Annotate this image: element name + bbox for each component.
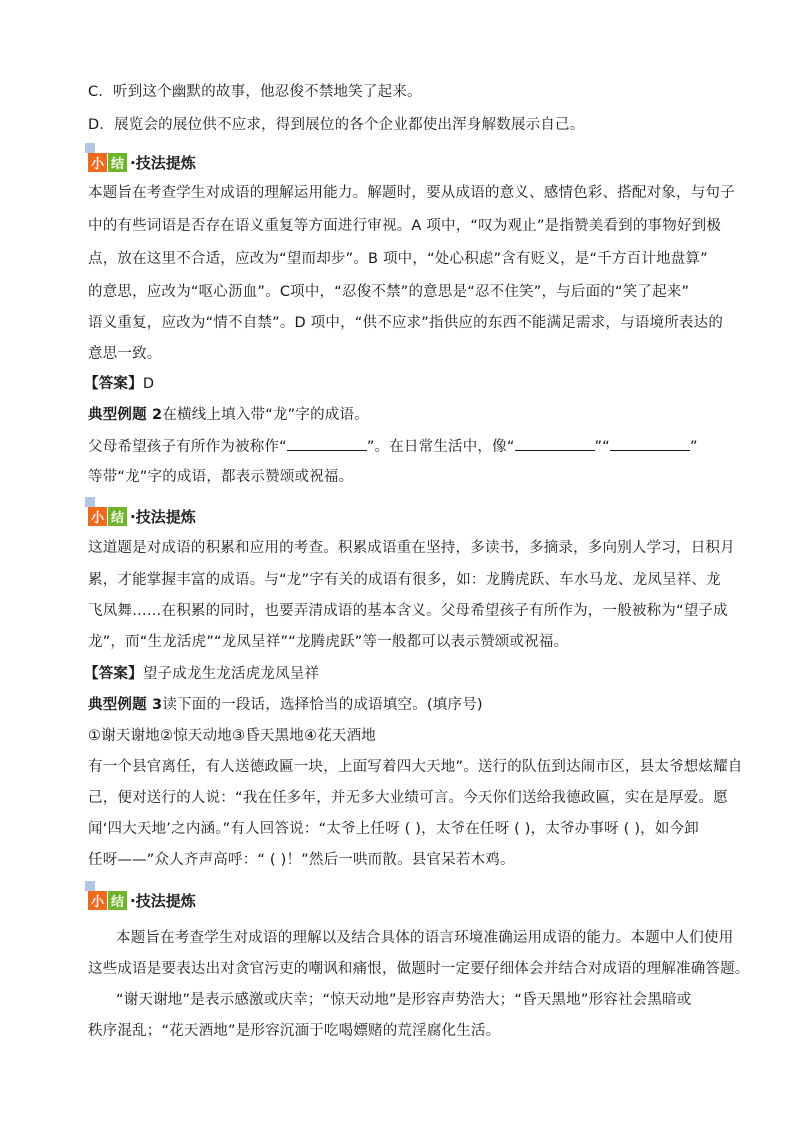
- jie-tile: 结: [108, 507, 127, 526]
- example2-label: 典型例题 2: [88, 407, 163, 423]
- answer-label: 【答案】: [84, 666, 143, 682]
- example2-text: ”: [689, 439, 698, 455]
- example3-line: 任呀——”众人齐声高呼：“ ( )！”然后一哄而散。县官呆若木鸡。: [88, 852, 515, 868]
- example3-line: 己，便对送行的人说：“我在任多年，并无多大业绩可言。今天你们送给我德政匾，实在是厚爱。愿: [88, 790, 728, 806]
- corner-decoration: [85, 143, 95, 153]
- summary3-line: “谢天谢地”是表示感激或庆幸；“惊天动地”是形容声势浩大；“昏天黑地”形容社会黑暗或: [116, 992, 692, 1008]
- answer-2: [84, 664, 319, 684]
- example3-prompt: 读下面的一段话，选择恰当的成语填空。(填序号): [162, 697, 483, 713]
- example3-heading: [88, 695, 483, 715]
- example2-prompt: 在横线上填入带“龙”字的成语。: [162, 407, 369, 423]
- jie-tile: 结: [108, 153, 127, 172]
- answer-label: 【答案】: [84, 376, 143, 392]
- blank-2[interactable]: [515, 436, 595, 451]
- option-c: C．听到这个幽默的故事，他忍俊不禁地笑了起来。: [88, 84, 422, 100]
- example2-heading: [88, 405, 369, 425]
- blank-1[interactable]: [287, 436, 367, 451]
- summary2-line: 累，才能掌握丰富的成语。与“龙”字有关的成语有很多，如：龙腾虎跃、车水马龙、龙凤呈祥、龙: [88, 572, 721, 588]
- jie-tile: 结: [108, 891, 127, 910]
- summary1-line: 的意思，应改为“呕心沥血”。C项中，“忍俊不禁”的意思是“忍不住笑”，与后面的“笑了起来”: [88, 284, 690, 300]
- option-d: D．展览会的展位供不应求，得到展位的各个企业都使出浑身解数展示自己。: [88, 117, 585, 133]
- summary3-line: 这些成语是要表达出对贪官污吏的嘲讽和痛恨，做题时一定要仔细体会并结合对成语的理解准确答题。: [88, 961, 750, 977]
- example3-line: 有一个县官离任，有人送德政匾一块，上面写着四大天地”。送行的队伍到达闹市区，县太爷想炫耀自: [88, 759, 743, 775]
- summary1-line: 语义重复，应改为“情不自禁”。D 项中，“供不应求”指供应的东西不能满足需求，与语境所表达的: [88, 315, 724, 331]
- summary1-line: 中的有些词语是否存在语义重复等方面进行审视。A 项中，“叹为观止”是指赞美看到的事物好到极: [88, 218, 722, 234]
- corner-decoration: [85, 497, 95, 507]
- summary3-line: 本题旨在考查学生对成语的理解以及结合具体的语言环境准确运用成语的能力。本题中人们使用: [116, 930, 734, 946]
- header-title: ·技法提炼: [130, 507, 196, 526]
- example2-line3: 等带“龙”字的成语，都表示赞颂或祝福。: [88, 469, 354, 485]
- answer-value: D: [142, 376, 155, 392]
- summary1-line: 本题旨在考查学生对成语的理解运用能力。解题时，要从成语的意义、感情色彩、搭配对象，与句子: [88, 185, 735, 201]
- section-header-2: [88, 503, 196, 529]
- example3-label: 典型例题 3: [88, 697, 163, 713]
- example3-line: 闻‘四大天地’之内涵。”有人回答说：“太爷上任呀 ( )，太爷在任呀 ( )，太爷办事呀 ( )，如今卸: [88, 821, 699, 837]
- summary1-line: 点，放在这里不合适，应改为“望而却步”。B 项中，“处心积虑”含有贬义，是“千方百计地盘算”: [88, 251, 708, 267]
- summary1-line: 意思一致。: [88, 346, 162, 362]
- header-title: ·技法提炼: [130, 153, 196, 172]
- example3-options: ①谢天谢地②惊天动地③昏天黑地④花天酒地: [88, 728, 376, 744]
- example2-text: ”。在日常生活中，像“: [366, 439, 515, 455]
- summary2-line: 飞凤舞……在积累的同时，也要弄清成语的基本含义。父母希望孩子有所作为，一般被称为“望子成: [88, 603, 728, 619]
- example2-text: ”“: [594, 439, 610, 455]
- header-title: ·技法提炼: [130, 891, 196, 910]
- section-header-3: [88, 887, 196, 913]
- xiao-tile: 小: [88, 891, 107, 910]
- summary3-line: 秩序混乱；“花天酒地”是形容沉湎于吃喝嫖赌的荒淫腐化生活。: [88, 1023, 501, 1039]
- xiao-tile: 小: [88, 507, 107, 526]
- example2-blanks-line: [88, 436, 698, 457]
- corner-decoration: [85, 881, 95, 891]
- summary2-line: 这道题是对成语的积累和应用的考查。积累成语重在坚持，多读书，多摘录，多向别人学习，日积月: [88, 540, 735, 556]
- answer-1: [84, 374, 154, 394]
- section-header-1: [88, 149, 196, 175]
- summary2-line: 龙”，而“生龙活虎”“龙凤呈祥”“龙腾虎跃”等一般都可以表示赞颂或祝福。: [88, 634, 569, 650]
- blank-3[interactable]: [610, 436, 690, 451]
- example2-text: 父母希望孩子有所作为被称作“: [88, 439, 287, 455]
- answer-value: 望子成龙生龙活虎龙凤呈祥: [142, 666, 320, 682]
- xiao-tile: 小: [88, 153, 107, 172]
